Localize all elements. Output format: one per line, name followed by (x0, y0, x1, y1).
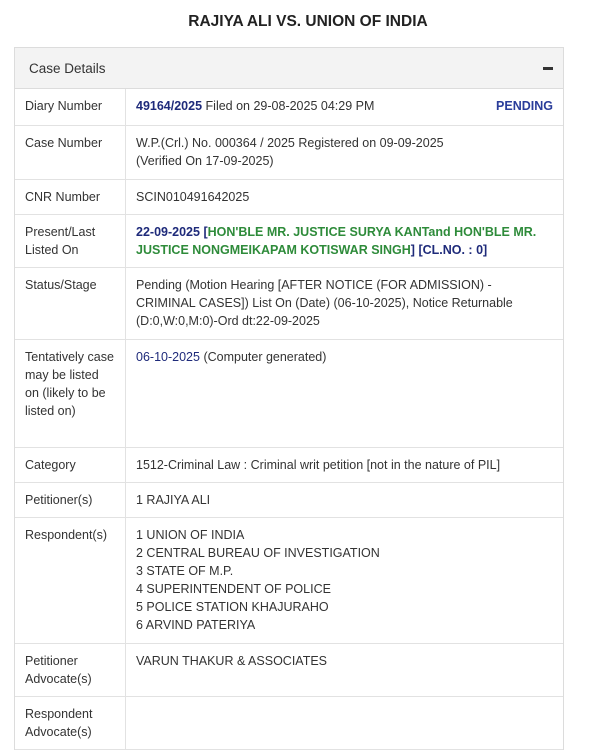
petitioners-value (126, 482, 564, 517)
respondent-advocate-value (126, 696, 564, 749)
case-number-line: W.P.(Crl.) No. 000364 / 2025 Registered on 09-09-2025 (136, 135, 444, 150)
status-badge: PENDING (496, 99, 553, 113)
list-item: 5 POLICE STATION KHAJURAHO (136, 599, 329, 614)
page-title: RAJIYA ALI VS. UNION OF INDIA (188, 13, 428, 30)
respondent-advocate-label: Respondent Advocate(s) (15, 696, 126, 749)
petitioners-label: Petitioner(s) (15, 482, 126, 517)
case-verified-line: (Verified On 17-09-2025) (136, 153, 274, 168)
tentative-date: 06-10-2025 (136, 349, 200, 364)
petitioner-advocate-value: VARUN THAKUR & ASSOCIATES (126, 643, 564, 696)
list-item: 6 ARVIND PATERIYA (136, 617, 256, 632)
case-details-table (15, 89, 563, 750)
row-respondent-advocate (15, 696, 563, 749)
list-item: 1 UNION OF INDIA (136, 527, 245, 542)
category-value: 1512-Criminal Law : Criminal writ petition [not in the nature of PIL] (126, 447, 564, 482)
tentative-note: (Computer generated) (203, 349, 327, 364)
tentative-listing-value (126, 339, 564, 447)
status-stage-label: Status/Stage (15, 267, 126, 339)
respondents-label: Respondent(s) (15, 517, 126, 643)
petitioner-advocate-label: Petitioner Advocate(s) (15, 643, 126, 696)
case-details-heading: Case Details (29, 60, 106, 76)
cnr-number-label: CNR Number (15, 179, 126, 214)
listed-date: 22-09-2025 (136, 224, 200, 239)
list-item: 1 RAJIYA ALI (136, 492, 211, 507)
case-details-panel (14, 47, 564, 750)
row-diary-number (15, 89, 563, 125)
list-item: 3 STATE OF M.P. (136, 563, 234, 578)
row-tentative-listing (15, 339, 563, 447)
diary-number: 49164/2025 (136, 99, 203, 113)
bench-judges: HON'BLE MR. JUSTICE SURYA KANTand HON'BLE MR. JUSTICE NONGMEIKAPAM KOTISWAR SINGH (136, 224, 537, 257)
row-listed-on (15, 214, 563, 267)
row-respondents (15, 517, 563, 643)
row-case-number (15, 125, 563, 179)
status-stage-value: Pending (Motion Hearing [AFTER NOTICE (FOR ADMISSION) - CRIMINAL CASES]) List On (Date) (06-10-2025), Notice Returnable (D:0,W:0,M:0)-Ord dt:22-09-2025 (126, 267, 564, 339)
listed-on-label: Present/Last Listed On (15, 214, 126, 267)
row-petitioner-advocate (15, 643, 563, 696)
cnr-number-value: SCIN010491642025 (126, 179, 564, 214)
case-number-label: Case Number (15, 125, 126, 179)
case-number-value (126, 125, 564, 179)
case-details-header[interactable] (15, 48, 563, 89)
collapse-icon[interactable] (543, 67, 553, 70)
row-category (15, 447, 563, 482)
list-item: 2 CENTRAL BUREAU OF INVESTIGATION (136, 545, 380, 560)
diary-number-label: Diary Number (15, 89, 126, 125)
row-cnr-number (15, 179, 563, 214)
respondents-value (126, 517, 564, 643)
row-petitioners (15, 482, 563, 517)
tentative-listing-label: Tentatively case may be listed on (likely to be listed on) (15, 339, 126, 447)
diary-filed-date: Filed on 29-08-2025 04:29 PM (205, 99, 375, 113)
listed-on-value: 22-09-2025 [HON'BLE MR. JUSTICE SURYA KANTand HON'BLE MR. JUSTICE NONGMEIKAPAM KOTISWAR SINGH] [CL.NO. : 0] (126, 214, 564, 267)
category-label: Category (15, 447, 126, 482)
diary-number-value (126, 89, 564, 125)
row-status-stage (15, 267, 563, 339)
list-item: 4 SUPERINTENDENT OF POLICE (136, 581, 331, 596)
cl-number: [CL.NO. : 0] (418, 242, 488, 257)
